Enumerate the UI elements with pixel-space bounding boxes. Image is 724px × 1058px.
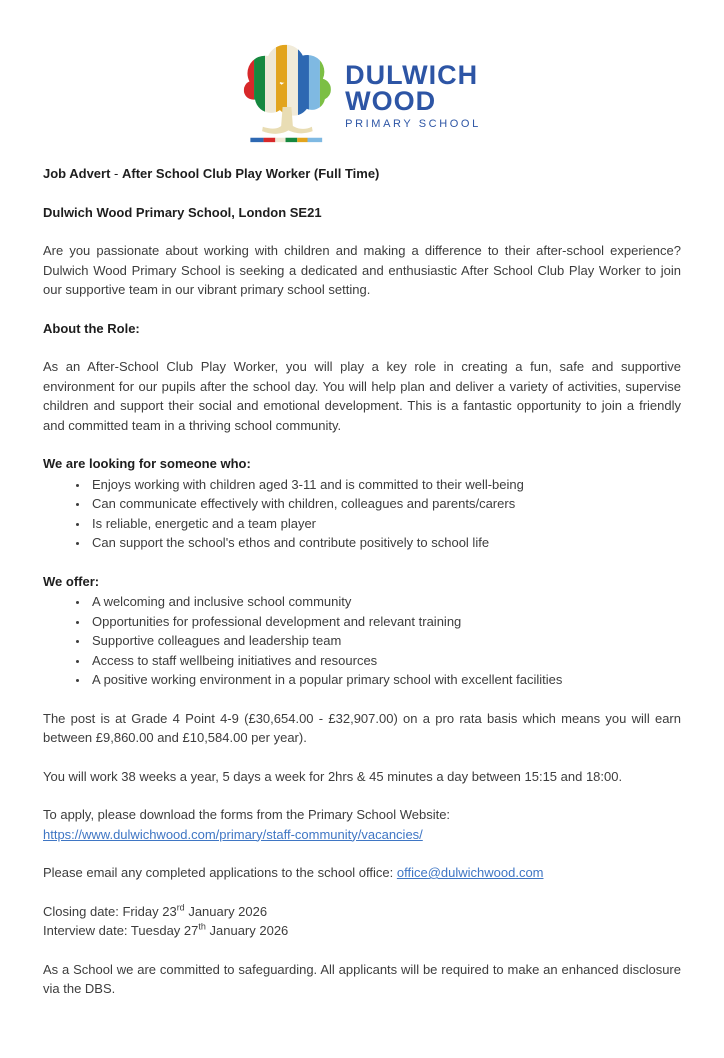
list-item: • Can support the school's ethos and contribute positively to school life — [89, 533, 681, 553]
job-advert-label: Job Advert — [43, 166, 111, 181]
tree-ground — [251, 138, 323, 142]
we-offer-heading: We offer: — [43, 573, 100, 589]
apply-paragraph — [43, 805, 681, 844]
list-item: • A positive working environment in a popular primary school with excellent facilities — [89, 670, 681, 690]
list-item: • Is reliable, energetic and a team player — [89, 514, 681, 534]
list-item: • Opportunities for professional development and relevant training — [89, 612, 681, 632]
closing-date-ordinal: rd — [176, 902, 185, 913]
school-logo-wordmark — [345, 62, 481, 130]
interview-date-rest: January 2026 — [205, 923, 289, 938]
logo-subtitle: PRIMARY SCHOOL — [345, 118, 481, 130]
pay-paragraph: The post is at Grade 4 Point 4-9 (£30,654.00 - £32,907.00) on a pro rata basis which means you will earn between £9,860.00 and £10,584.00 per year). — [43, 710, 681, 745]
email-intro-text: Please email any completed applications to the school office: — [43, 865, 397, 880]
looking-for-heading: We are looking for someone who: — [43, 456, 251, 471]
tree-canopy-stripes — [243, 44, 331, 117]
safeguarding-paragraph: As a School we are committed to safeguarding. All applicants will be required to make an enhanced disclosure via the DBS. — [43, 961, 681, 996]
list-item: • A welcoming and inclusive school community — [89, 592, 681, 612]
tree-logo-icon — [243, 44, 331, 148]
intro-paragraph: Are you passionate about working with children and making a difference to their after-school experience? Dulwich Wood Primary School is seeking a dedicated and enthusiastic After School Club Play Worker to join our supportive team in our vibrant primary school setting. — [43, 243, 681, 297]
job-title: After School Club Play Worker (Full Time) — [121, 166, 380, 181]
list-item: • Supportive colleagues and leadership team — [89, 631, 681, 651]
job-advert-heading — [43, 164, 681, 184]
vacancies-link[interactable]: https://www.dulwichwood.com/primary/staff-community/vacancies/ — [43, 826, 423, 842]
interview-date-ordinal: th — [198, 921, 206, 932]
hours-paragraph: You will work 38 weeks a year, 5 days a week for 2hrs & 45 minutes a day between 15:15 and 18:00. — [43, 768, 623, 784]
office-email-link[interactable]: office@dulwichwood.com — [396, 865, 544, 880]
logo-title-line1: DULWICH — [345, 60, 479, 90]
looking-for-list — [43, 475, 681, 553]
email-paragraph — [43, 863, 681, 883]
about-role-heading: About the Role: — [43, 320, 140, 336]
we-offer-list — [43, 592, 681, 690]
apply-intro-text: To apply, please download the forms from the Primary School Website: — [43, 807, 451, 822]
school-logo — [43, 44, 681, 148]
list-item: • Access to staff wellbeing initiatives and resources — [89, 651, 681, 671]
about-role-paragraph: As an After-School Club Play Worker, you will play a key role in creating a fun, safe and supportive environment for our pupils after the school day. You will help plan and deliver a variety of activities, supervise children and support their social and emotional development. This is a fantastic opportunity to join a friendly and committed team in a thriving school community. — [43, 359, 681, 433]
logo-title-line2: WOOD — [345, 86, 437, 116]
list-item: • Can communicate effectively with children, colleagues and parents/carers — [89, 494, 681, 514]
key-dates — [43, 902, 681, 941]
school-name-heading: Dulwich Wood Primary School, London SE21 — [43, 204, 322, 220]
closing-date-text: Closing date: Friday 23 — [43, 903, 177, 919]
heading-separator: - — [110, 166, 122, 181]
list-item: • Enjoys working with children aged 3-11 and is committed to their well-being — [89, 475, 681, 495]
closing-date-rest: January 2026 — [184, 903, 268, 919]
interview-date-text: Interview date: Tuesday 27 — [43, 923, 199, 938]
